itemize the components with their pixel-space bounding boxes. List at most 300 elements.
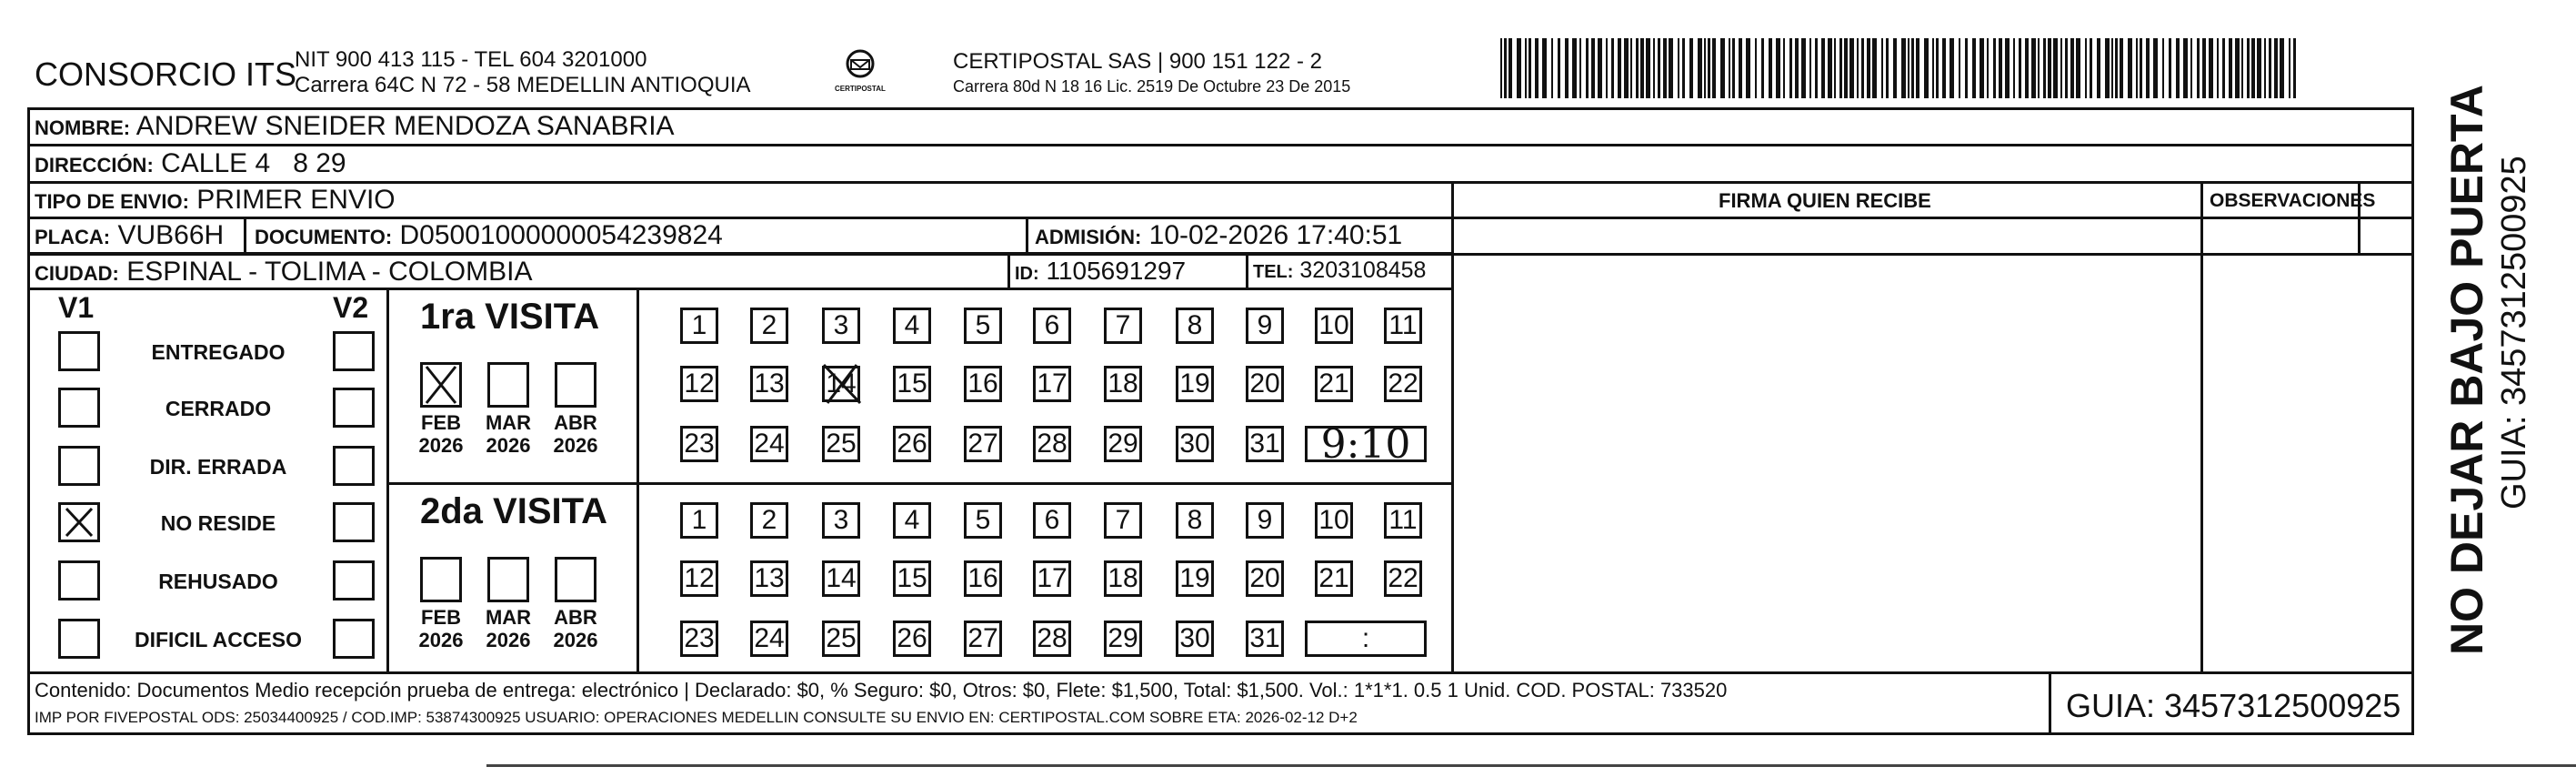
day-box[interactable]	[964, 366, 1002, 402]
city-label: CIUDAD:	[35, 262, 119, 285]
day-number: 29	[1108, 429, 1138, 459]
day-box[interactable]	[680, 308, 718, 344]
barcode-bar	[1704, 38, 1706, 98]
month-checkbox[interactable]	[487, 557, 529, 602]
month-checkbox[interactable]	[487, 362, 529, 408]
barcode-bar	[1821, 38, 1825, 98]
day-number: 10	[1318, 310, 1349, 340]
barcode-bar	[1924, 38, 1929, 98]
status-option-label: NO RESIDE	[160, 511, 276, 535]
month-label	[414, 411, 468, 458]
day-number: 29	[1108, 623, 1138, 653]
barcode-bar	[1942, 38, 1946, 98]
day-box[interactable]	[893, 426, 931, 462]
month-checkbox[interactable]	[420, 557, 462, 602]
day-number: 4	[904, 310, 920, 340]
day-number: 17	[1037, 563, 1067, 593]
barcode-bar	[1565, 38, 1569, 98]
barcode-bar	[2070, 38, 2074, 98]
barcode-bar	[2136, 38, 2138, 98]
month-label	[548, 606, 603, 652]
plate-value: VUB66H	[117, 220, 225, 250]
day-box[interactable]	[1384, 366, 1422, 402]
barcode-bar	[1525, 38, 1527, 98]
barcode-bar	[2251, 38, 2255, 98]
month-checkbox[interactable]	[555, 557, 596, 602]
time-box[interactable]	[1305, 420, 1427, 468]
day-number: 19	[1179, 563, 1210, 593]
day-number: 16	[967, 368, 998, 399]
postal-address: Carrera 80d N 18 16 Lic. 2519 De Octubre 23 De 2015	[953, 77, 1351, 96]
side-notice	[2441, 85, 2568, 655]
day-box[interactable]	[822, 502, 860, 539]
v2-checkbox[interactable]	[333, 619, 375, 659]
day-number: 27	[967, 623, 998, 653]
day-box[interactable]	[822, 621, 860, 657]
barcode-bar	[1916, 38, 1919, 98]
barcode-bar	[2043, 38, 2046, 98]
day-box[interactable]	[1246, 308, 1284, 344]
month-name: MAR	[485, 606, 532, 629]
day-box[interactable]	[893, 560, 931, 597]
day-number: 4	[904, 505, 920, 535]
day-number: 10	[1318, 505, 1349, 535]
address-label: DIRECCIÓN:	[35, 154, 154, 177]
day-box[interactable]	[680, 502, 718, 539]
barcode-bar	[1591, 38, 1595, 98]
day-number: 14	[826, 368, 857, 399]
v2-checkbox[interactable]	[333, 560, 375, 600]
day-box[interactable]	[1384, 560, 1422, 597]
barcode-bar	[1881, 38, 1883, 98]
day-box[interactable]	[750, 621, 788, 657]
day-number: 25	[826, 623, 857, 653]
barcode-bar	[1980, 38, 1984, 98]
day-box[interactable]	[1246, 426, 1284, 462]
month-name: MAR	[485, 411, 532, 434]
barcode-bar	[2111, 38, 2113, 98]
barcode-bar	[2183, 38, 2188, 98]
side-warning: NO DEJAR BAJO PUERTA	[2441, 85, 2492, 655]
day-number: 17	[1037, 368, 1067, 399]
plate-field	[35, 222, 224, 249]
barcode-bar	[1893, 38, 1897, 98]
day-box[interactable]	[1033, 621, 1071, 657]
barcode-bar	[2197, 38, 2200, 98]
barcode-bar	[2019, 38, 2021, 98]
day-number: 27	[967, 429, 998, 459]
day-box[interactable]	[1315, 366, 1353, 402]
barcode-bar	[1729, 38, 1730, 98]
barcode-bar	[1669, 38, 1673, 98]
month-label	[548, 411, 603, 458]
barcode-bar	[2128, 38, 2132, 98]
id-field	[1015, 258, 1186, 284]
day-number: 21	[1318, 368, 1349, 399]
barcode-bar	[2115, 38, 2118, 98]
barcode-bar	[2146, 38, 2150, 98]
first-visit-title: 1ra VISITA	[420, 297, 600, 337]
barcode-bar	[2048, 38, 2051, 98]
day-number: 22	[1388, 368, 1418, 399]
check-cross-icon	[423, 365, 459, 405]
day-box[interactable]	[750, 560, 788, 597]
month-name: FEB	[421, 606, 461, 629]
barcode-bar	[2105, 38, 2110, 98]
barcode-bar	[1606, 38, 1608, 98]
phone-label: TEL:	[1253, 262, 1294, 282]
time-box[interactable]	[1305, 621, 1427, 657]
phone-value: 3203108458	[1299, 257, 1427, 283]
month-year: 2026	[418, 434, 464, 458]
day-box[interactable]	[1104, 308, 1142, 344]
v2-checkbox[interactable]	[333, 388, 375, 428]
barcode-bar	[1901, 38, 1906, 98]
month-year: 2026	[486, 629, 531, 652]
barcode-bar	[2264, 38, 2266, 98]
month-checkbox[interactable]	[555, 362, 596, 408]
barcode-bar	[1861, 38, 1864, 98]
day-number: 2	[761, 505, 777, 535]
day-box[interactable]	[964, 560, 1002, 597]
barcode-bar	[1857, 38, 1859, 98]
day-box[interactable]	[893, 621, 931, 657]
month-checkbox[interactable]	[420, 362, 462, 408]
day-box[interactable]	[1176, 426, 1214, 462]
barcode-bar	[1542, 38, 1547, 98]
day-box[interactable]	[750, 502, 788, 539]
barcode-bar	[1500, 38, 1502, 98]
day-box[interactable]	[1176, 308, 1214, 344]
day-box[interactable]	[1246, 560, 1284, 597]
document-label: DOCUMENTO:	[255, 226, 393, 248]
barcode-bar	[1572, 38, 1577, 98]
month-name: FEB	[421, 411, 461, 434]
day-number: 26	[897, 429, 927, 459]
day-cross-icon	[820, 363, 864, 405]
barcode-bar	[2217, 38, 2219, 98]
barcode-bar	[2247, 38, 2250, 98]
barcode-bar	[1712, 38, 1716, 98]
day-box[interactable]	[1104, 502, 1142, 539]
id-value: 1105691297	[1046, 257, 1187, 285]
company-address: Carrera 64C N 72 - 58 MEDELLIN ANTIOQUIA	[295, 73, 751, 97]
day-box[interactable]	[893, 502, 931, 539]
barcode-icon	[1500, 38, 2302, 98]
name-field	[35, 113, 675, 140]
document-value: D05001000000054239824	[399, 220, 723, 250]
day-box[interactable]	[750, 366, 788, 402]
status-option-label: CERRADO	[165, 397, 272, 420]
barcode-bar	[1834, 38, 1836, 98]
barcode-bar	[2053, 38, 2058, 98]
barcode-bar	[2153, 38, 2158, 98]
barcode-bar	[1761, 38, 1764, 98]
day-number: 8	[1187, 310, 1203, 340]
barcode-bar	[1689, 38, 1693, 98]
day-number: 12	[684, 368, 715, 399]
barcode-bar	[1698, 38, 1702, 98]
day-number: 19	[1179, 368, 1210, 399]
day-box[interactable]	[1384, 308, 1422, 344]
day-number: 18	[1108, 368, 1138, 399]
barcode-bar	[2293, 38, 2296, 98]
day-box[interactable]	[750, 308, 788, 344]
month-label	[481, 606, 536, 652]
barcode-bar	[1987, 38, 1989, 98]
month-name: ABR	[554, 606, 597, 629]
day-box[interactable]	[822, 426, 860, 462]
barcode-bar	[1959, 38, 1960, 98]
certipostal-logo	[833, 45, 887, 100]
day-box[interactable]	[680, 366, 718, 402]
v1-checkbox[interactable]	[58, 331, 100, 371]
barcode-bar	[1828, 38, 1832, 98]
day-number: 11	[1388, 505, 1418, 535]
barcode-bar	[1789, 38, 1792, 98]
day-box[interactable]	[680, 426, 718, 462]
barcode-bar	[2274, 38, 2278, 98]
barcode-bar	[2280, 38, 2284, 98]
day-box[interactable]	[1033, 502, 1071, 539]
plate-label: PLACA:	[35, 226, 111, 248]
guia-number: GUIA: 3457312500925	[2066, 687, 2401, 724]
barcode-bar	[2038, 38, 2040, 98]
barcode-bar	[1783, 38, 1785, 98]
day-box[interactable]	[1033, 366, 1071, 402]
barcode-bar	[1586, 38, 1589, 98]
v1-checkbox[interactable]	[58, 619, 100, 659]
barcode-bar	[2289, 38, 2290, 98]
day-box[interactable]	[1176, 366, 1214, 402]
month-year: 2026	[553, 629, 598, 652]
day-box[interactable]	[680, 560, 718, 597]
day-number: 20	[1249, 563, 1280, 593]
postal-company: CERTIPOSTAL SAS | 900 151 122 - 2	[953, 49, 1322, 74]
day-number: 22	[1388, 563, 1418, 593]
barcode-bar	[1844, 38, 1848, 98]
barcode-bar	[1936, 38, 1939, 98]
barcode-bar	[1755, 38, 1757, 98]
day-number: 1	[691, 310, 707, 340]
day-number: 21	[1318, 563, 1349, 593]
day-number: 23	[684, 429, 715, 459]
shipping-type-label: TIPO DE ENVIO:	[35, 190, 189, 213]
barcode-bar	[1636, 38, 1639, 98]
barcode-bar	[1872, 38, 1877, 98]
day-box[interactable]	[1104, 621, 1142, 657]
status-option-label: DIFICIL ACCESO	[134, 628, 302, 651]
day-box[interactable]	[1104, 366, 1142, 402]
day-box[interactable]	[964, 308, 1002, 344]
day-box[interactable]	[1315, 502, 1353, 539]
barcode-bar	[1611, 38, 1614, 98]
barcode-bar	[2257, 38, 2261, 98]
day-number: 1	[691, 505, 707, 535]
day-number: 28	[1037, 623, 1067, 653]
v2-checkbox[interactable]	[333, 502, 375, 542]
status-option-label: DIR. ERRADA	[149, 455, 287, 479]
barcode-bar	[2140, 38, 2142, 98]
day-box[interactable]	[1176, 621, 1214, 657]
document-field	[255, 222, 723, 249]
second-visit-title: 2da VISITA	[420, 491, 607, 531]
day-number: 6	[1044, 505, 1060, 535]
barcode-bar	[2241, 38, 2243, 98]
day-number: 30	[1179, 623, 1210, 653]
barcode-bar	[1801, 38, 1806, 98]
day-box[interactable]	[1033, 560, 1071, 597]
day-number: 5	[975, 505, 991, 535]
barcode-bar	[2005, 38, 2010, 98]
barcode-bar	[2169, 38, 2171, 98]
barcode-bar	[1658, 38, 1660, 98]
status-option-label: ENTREGADO	[151, 340, 286, 364]
contents-line: Contenido: Documentos Medio recepción prueba de entrega: electrónico | Declarado: $0, % Seguro: $0, Otros: $0, Flete: $1,500, Total: $1,500. Vol.: 1*1*1. 0.5 1 Unid. COD. POSTAL: 733520	[35, 679, 1728, 701]
barcode-bar	[1746, 38, 1750, 98]
admission-field	[1035, 222, 1402, 249]
day-box[interactable]	[1315, 560, 1353, 597]
v1-checkbox[interactable]	[58, 560, 100, 600]
day-number: 7	[1115, 505, 1131, 535]
day-number: 31	[1249, 429, 1280, 459]
address-value: CALLE 4 8 29	[161, 148, 346, 178]
name-label: NOMBRE:	[35, 116, 131, 139]
day-number: 5	[975, 310, 991, 340]
day-box[interactable]	[1176, 560, 1214, 597]
v1-checkbox[interactable]	[58, 388, 100, 428]
month-year: 2026	[486, 434, 531, 458]
barcode-bar	[2162, 38, 2164, 98]
day-number: 13	[754, 368, 785, 399]
barcode-bar	[1849, 38, 1854, 98]
day-box[interactable]	[1104, 560, 1142, 597]
barcode-bar	[1795, 38, 1799, 98]
barcode-bar	[1517, 38, 1521, 98]
barcode-bar	[1529, 38, 1531, 98]
day-number: 13	[754, 563, 785, 593]
day-box[interactable]	[1315, 308, 1353, 344]
day-box[interactable]	[964, 426, 1002, 462]
v1-checkbox[interactable]	[58, 446, 100, 486]
day-box[interactable]	[1033, 426, 1071, 462]
day-box[interactable]	[1104, 426, 1142, 462]
barcode-bar	[1815, 38, 1818, 98]
print-info-line: IMP POR FIVEPOSTAL ODS: 25034400925 / COD.IMP: 53874300925 USUARIO: OPERACIONES MEDELLIN CONSULTE SU ENVIO EN: CERTIPOSTAL.COM SOBRE ETA: 2026-02-12 D+2	[35, 709, 1358, 726]
day-box[interactable]	[893, 366, 931, 402]
day-box[interactable]	[822, 308, 860, 344]
city-value: ESPINAL - TOLIMA - COLOMBIA	[126, 257, 533, 287]
day-number: 2	[761, 310, 777, 340]
day-number: 15	[897, 368, 927, 399]
barcode-bar	[2222, 38, 2225, 98]
day-number: 20	[1249, 368, 1280, 399]
barcode-bar	[1598, 38, 1602, 98]
day-number: 11	[1388, 310, 1418, 340]
day-number: 6	[1044, 310, 1060, 340]
barcode-bar	[1809, 38, 1811, 98]
day-box[interactable]	[822, 560, 860, 597]
name-value: ANDREW SNEIDER MENDOZA SANABRIA	[135, 111, 675, 141]
day-box[interactable]	[964, 621, 1002, 657]
day-box[interactable]	[964, 502, 1002, 539]
barcode-bar	[2209, 38, 2213, 98]
side-guia: GUIA: 3457312500925	[2495, 156, 2533, 510]
day-number: 7	[1115, 310, 1131, 340]
barcode-bar	[1618, 38, 1621, 98]
month-name: ABR	[554, 411, 597, 434]
barcode-bar	[1682, 38, 1685, 98]
barcode-bar	[1509, 38, 1512, 98]
barcode-bar	[1653, 38, 1655, 98]
v1-checkbox[interactable]	[58, 502, 100, 542]
v2-label: V2	[333, 291, 369, 324]
barcode-bar	[2013, 38, 2015, 98]
barcode-bar	[1911, 38, 1914, 98]
barcode-bar	[2097, 38, 2100, 98]
signature-header: FIRMA QUIEN RECIBE	[1719, 189, 1931, 212]
barcode-bar	[2031, 38, 2036, 98]
company-name: CONSORCIO ITS	[35, 56, 297, 93]
barcode-bar	[1678, 38, 1679, 98]
day-number: 3	[833, 310, 849, 340]
day-number: 25	[826, 429, 857, 459]
barcode-bar	[1999, 38, 2002, 98]
day-number: 16	[967, 563, 998, 593]
day-box[interactable]	[893, 308, 931, 344]
barcode-bar	[1769, 38, 1772, 98]
day-number: 24	[754, 429, 785, 459]
admission-value: 10-02-2026 17:40:51	[1148, 220, 1403, 250]
barcode-bar	[2065, 38, 2068, 98]
check-cross-icon	[61, 505, 97, 540]
id-label: ID:	[1015, 264, 1039, 284]
day-number: 24	[754, 623, 785, 653]
day-box[interactable]	[750, 426, 788, 462]
v2-checkbox[interactable]	[333, 446, 375, 486]
day-box[interactable]	[1033, 308, 1071, 344]
day-box[interactable]	[822, 366, 860, 402]
day-number: 23	[684, 623, 715, 653]
barcode-bar	[1993, 38, 1996, 98]
day-box[interactable]	[1384, 502, 1422, 539]
barcode-bar	[1932, 38, 1934, 98]
nit-line: NIT 900 413 115 - TEL 604 3201000	[295, 47, 647, 72]
day-number: 9	[1257, 310, 1273, 340]
v2-checkbox[interactable]	[333, 331, 375, 371]
day-number: 8	[1187, 505, 1203, 535]
barcode-bar	[1579, 38, 1581, 98]
day-box[interactable]	[1176, 502, 1214, 539]
day-box[interactable]	[1246, 621, 1284, 657]
day-box[interactable]	[1246, 502, 1284, 539]
address-field	[35, 150, 346, 177]
day-number: 9	[1257, 505, 1273, 535]
barcode-bar	[2076, 38, 2080, 98]
month-label	[481, 411, 536, 458]
day-number: 28	[1037, 429, 1067, 459]
barcode-bar	[1535, 38, 1539, 98]
day-box[interactable]	[1246, 366, 1284, 402]
day-box[interactable]	[680, 621, 718, 657]
shipping-type-value: PRIMER ENVIO	[196, 185, 396, 215]
day-number: 26	[897, 623, 927, 653]
day-number: 31	[1249, 623, 1280, 653]
day-number: 12	[684, 563, 715, 593]
barcode-bar	[2190, 38, 2192, 98]
barcode-bar	[2176, 38, 2180, 98]
barcode-bar	[1551, 38, 1553, 98]
